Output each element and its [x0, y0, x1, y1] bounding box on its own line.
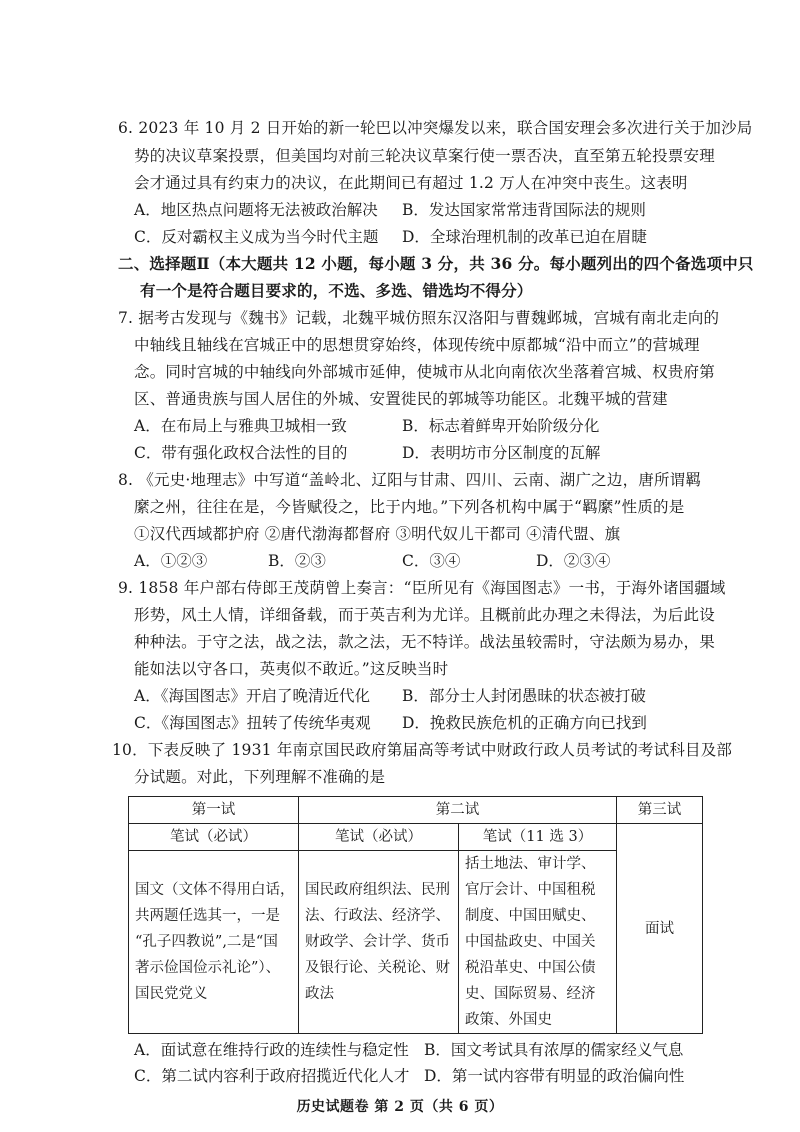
- table-cell-line: 税沿革史、中国公债: [465, 960, 596, 976]
- table-cell-line: 括土地法、审计学、: [465, 856, 596, 872]
- table-cell-line: 政法: [305, 986, 334, 1002]
- q6-option-b: B．发达国家常常违背国际法的规则: [402, 201, 646, 219]
- table-cell-line: 官厅会计、中国租税: [465, 882, 596, 898]
- table-header-round-1: 第一试: [129, 797, 299, 824]
- table-cell-line: 法、行政法、经济学、: [305, 908, 450, 924]
- table-cell-line: 制度、中国田赋史、: [465, 908, 596, 924]
- q7-line-3: 念。同时宫城的中轴线向外部城市延伸，使城市从北向南依次坐落着宫城、权贵府第: [134, 363, 715, 381]
- q9-line-1: 9. 1858 年户部右侍郎王茂荫曾上奏言：“臣所见有《海国图志》一书，于海外诸国疆域: [118, 579, 726, 597]
- q9-line-3: 种种法。于守之法，战之法，款之法，无不特详。战法虽较需时，守法颇为易办，果: [134, 633, 715, 651]
- q8-option-c: C．③④: [402, 552, 461, 570]
- page-footer: 历史试题卷 第 2 页（共 6 页）: [296, 1099, 504, 1115]
- q8-option-d: D．②③④: [536, 552, 611, 570]
- table-cell-line: 共两题任选其一，一是: [135, 908, 280, 924]
- table-cell-interview: 面试: [617, 824, 703, 1034]
- table-cell-line: 著示俭国俭示礼论”）、: [135, 960, 281, 976]
- table-cell-line: 财政学、会计学、货币: [305, 934, 450, 950]
- q6-option-c: C．反对霸权主义成为当今时代主题: [134, 228, 379, 246]
- table-subheader-1: 笔试（必试）: [129, 824, 299, 851]
- q9-line-4: 能如法以守各口，英夷似不敢近。”这反映当时: [134, 660, 449, 678]
- table-cell-round-2-elective: [459, 851, 617, 1034]
- q8-line-1: 8. 《元史·地理志》中写道“盖岭北、辽阳与甘肃、四川、云南、湖广之边，唐所谓羁: [118, 471, 702, 489]
- exam-subjects-table: [128, 796, 703, 1034]
- q9-option-d: D．挽救民族危机的正确方向已找到: [402, 714, 647, 732]
- q7-line-2: 中轴线且轴线在宫城正中的思想贯穿始终，体现传统中原都城“沿中而立”的营城理: [134, 336, 700, 354]
- q9-option-a: A．《海国图志》开启了晚清近代化: [134, 687, 370, 705]
- q7-line-4: 区、普通贵族与国人居住的外城、安置徙民的郭城等功能区。北魏平城的营建: [134, 390, 668, 408]
- section-2-instructions: 有一个是符合题目要求的，不选、多选、错选均不得分）: [140, 281, 533, 300]
- q7-option-b: B．标志着鲜卑开始阶级分化: [402, 417, 600, 435]
- q10-option-c: C．第二试内容利于政府招揽近代化人才: [134, 1067, 410, 1085]
- q10-option-a: A．面试意在维持行政的连续性与稳定性: [134, 1041, 409, 1059]
- q7-line-1: 7. 据考古发现与《魏书》记载，北魏平城仿照东汉洛阳与曹魏邺城，宫城有南北走向的: [118, 309, 720, 327]
- table-row: [129, 851, 703, 1034]
- q6-option-d: D．全球治理机制的改革已迫在眉睫: [402, 228, 647, 246]
- table-cell-line: 史、国际贸易、经济: [465, 986, 596, 1002]
- table-cell-line: 国民政府组织法、民刑: [305, 882, 450, 898]
- q8-option-b: B．②③: [268, 552, 326, 570]
- table-subheader-2: 笔试（必试）: [299, 824, 459, 851]
- q8-line-3: ①汉代西域都护府 ②唐代渤海都督府 ③明代奴儿干都司 ④清代盟、旗: [134, 525, 621, 543]
- table-header-round-3: 第三试: [617, 797, 703, 824]
- table-cell-line: 及银行论、关税论、财: [305, 960, 450, 976]
- table-header-round-2: 第二试: [299, 797, 617, 824]
- q8-option-a: A．①②③: [134, 552, 208, 570]
- table-subheader-3: 笔试（11 选 3）: [459, 824, 617, 851]
- q10-option-d: D．第一试内容带有明显的政治偏向性: [424, 1067, 685, 1085]
- q6-line-1: 6. 2023 年 10 月 2 日开始的新一轮巴以冲突爆发以来，联合国安理会多次进行关于加沙局: [118, 119, 753, 137]
- q10-line-1: 10．下表反映了 1931 年南京国民政府第届高等考试中财政行政人员考试的考试科目及部: [112, 741, 733, 759]
- q10-option-b: B．国文考试具有浓厚的儒家经义气息: [424, 1041, 684, 1059]
- table-cell-round-2-required: [299, 851, 459, 1034]
- q9-line-2: 形势，风土人情，详细备载，而于英吉利为尤详。且概前此办理之未得法，为后此设: [134, 606, 715, 624]
- q7-option-c: C．带有强化政权合法性的目的: [134, 444, 348, 462]
- table-row: [129, 797, 703, 824]
- table-row: [129, 824, 703, 851]
- q6-option-a: A．地区热点问题将无法被政治解决: [134, 201, 378, 219]
- section-2-heading: 二、选择题Ⅱ（本大题共 12 小题，每小题 3 分，共 36 分。每小题列出的四个备选项中只: [118, 254, 754, 273]
- table-cell-line: 中国盐政史、中国关: [465, 934, 596, 950]
- table-cell-line: 政策、外国史: [465, 1012, 552, 1028]
- table-cell-line: 国民党党义: [135, 986, 208, 1002]
- q9-option-b: B．部分士人封闭愚昧的状态被打破: [402, 687, 646, 705]
- q10-line-2: 分试题。对此，下列理解不准确的是: [134, 768, 386, 786]
- q7-option-a: A．在布局上与雅典卫城相一致: [134, 417, 347, 435]
- q6-line-2: 势的决议草案投票，但美国均对前三轮决议草案行使一票否决，直至第五轮投票安理: [134, 147, 715, 165]
- table-cell-line: “孔子四教说”,二是“国: [135, 934, 278, 950]
- q7-option-d: D．表明坊市分区制度的瓦解: [402, 444, 601, 462]
- table-cell-round-1-subjects: [129, 851, 299, 1034]
- table-cell-line: 国文（文体不得用白话，: [135, 882, 295, 898]
- q8-line-2: 縻之州，往往在是，今皆赋役之，比于内地。”下列各机构中属于“羁縻”性质的是: [134, 498, 685, 516]
- q9-option-c: C．《海国图志》扭转了传统华夷观: [134, 714, 371, 732]
- q6-line-3: 会才通过具有约束力的决议，在此期间已有超过 1.2 万人在冲突中丧生。这表明: [134, 174, 688, 192]
